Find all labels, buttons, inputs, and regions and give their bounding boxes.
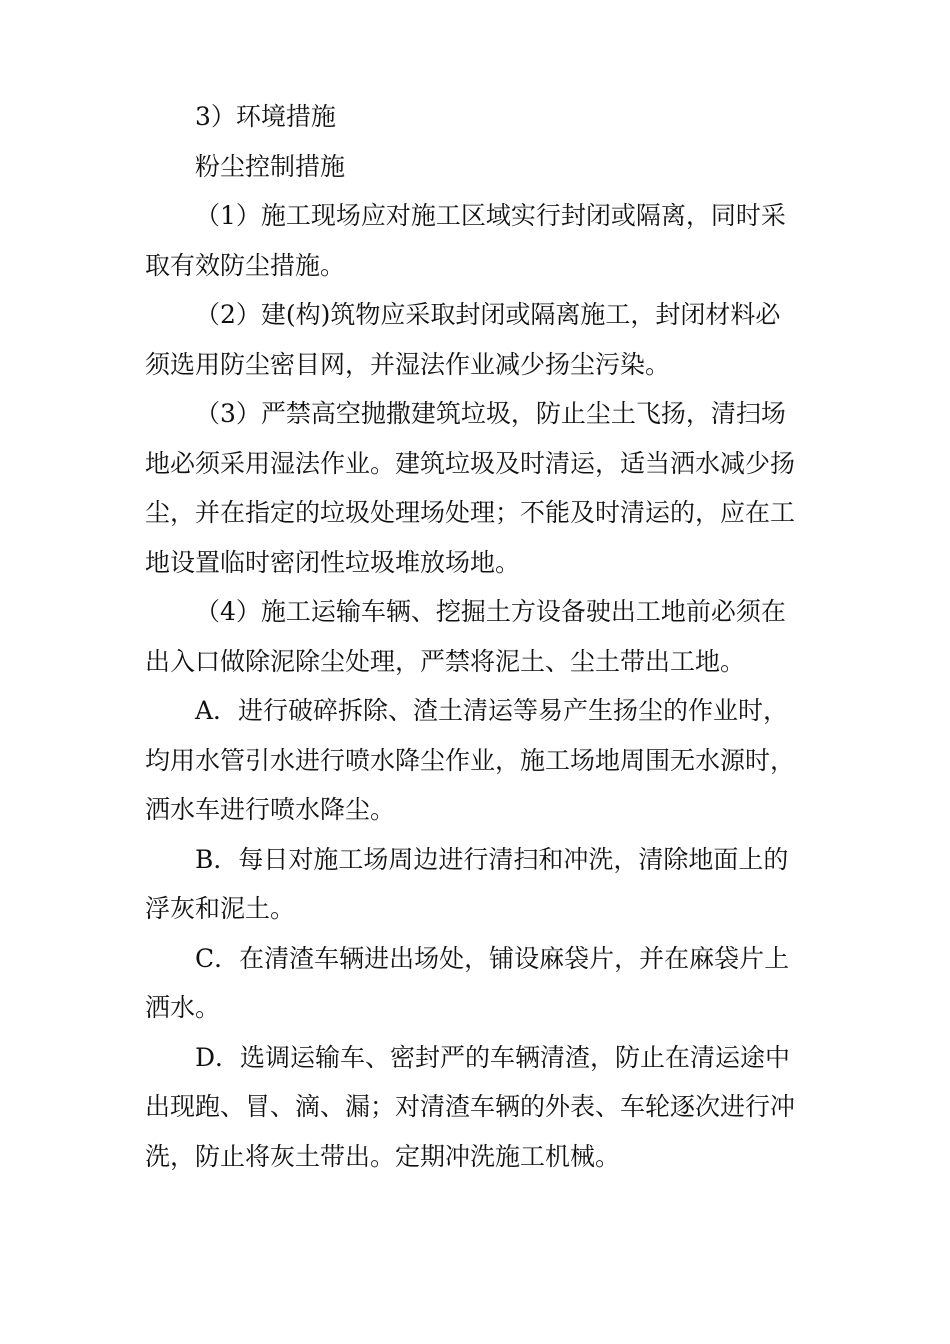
subheading: 粉尘控制措施 xyxy=(195,151,346,181)
document-body xyxy=(145,92,805,1181)
paragraph-a: A．进行破碎拆除、渣土清运等易产生扬尘的作业时，均用水管引水进行喷水降尘作业，施工场地周围无水源时，洒水车进行喷水降尘。 xyxy=(145,696,796,824)
paragraph-d: D．选调运输车、密封严的车辆清渣，防止在清运途中出现跑、冒、滴、漏；对清渣车辆的外表、车轮逐次进行冲洗，防止将灰土带出。定期冲洗施工机械。 xyxy=(145,1042,796,1171)
section-heading: 3）环境措施 xyxy=(195,102,336,131)
paragraph-4: （4）施工运输车辆、挖掘土方设备驶出工地前必须在出入口做除泥除尘处理，严禁将泥土、尘土带出工地。 xyxy=(145,597,786,676)
paragraph-c: C．在清渣车辆进出场处，铺设麻袋片，并在麻袋片上洒水。 xyxy=(145,943,790,1022)
paragraph-b: B．每日对施工场周边进行清扫和冲洗，清除地面上的浮灰和泥土。 xyxy=(145,844,789,923)
paragraph-1: （1）施工现场应对施工区域实行封闭或隔离，同时采取有效防尘措施。 xyxy=(145,201,786,280)
paragraph-3: （3）严禁高空抛撒建筑垃圾，防止尘土飞扬，清扫场地必须采用湿法作业。建筑垃圾及时清运，适当洒水减少扬尘，并在指定的垃圾处理场处理；不能及时清运的，应在工地设置临时密闭性垃圾堆放场地。 xyxy=(145,399,796,577)
paragraph-2: （2）建(构)筑物应采取封闭或隔离施工，封闭材料必须选用防尘密目网，并湿法作业减少扬尘污染。 xyxy=(145,300,781,379)
